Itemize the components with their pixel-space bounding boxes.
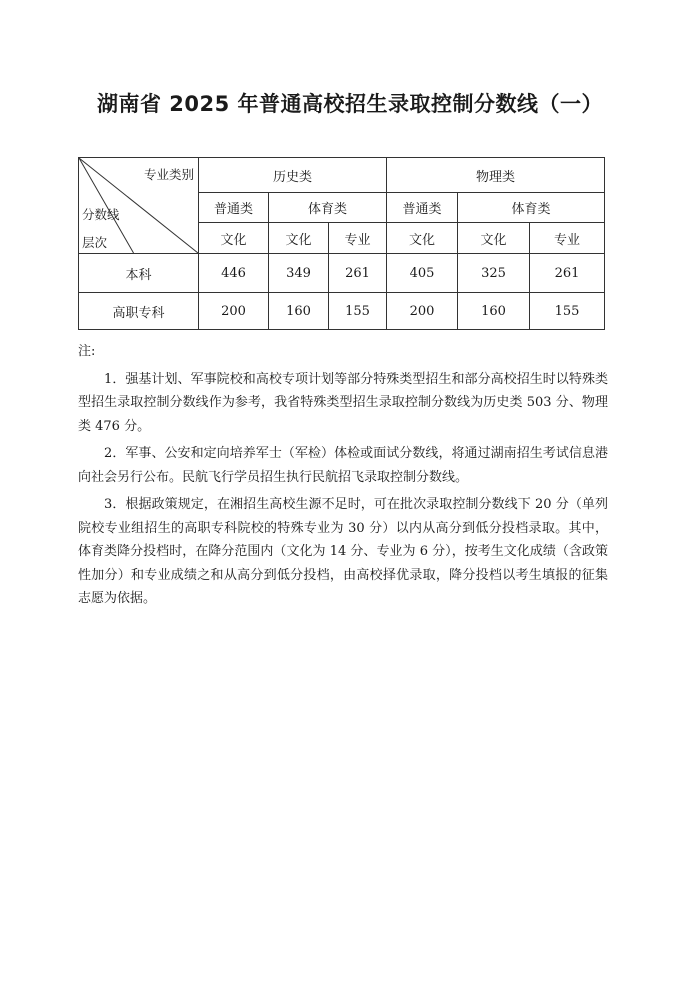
row-level-label: 本科 bbox=[79, 254, 199, 293]
table-cell: 349 bbox=[269, 254, 329, 293]
header-subject: 文化 bbox=[269, 223, 329, 254]
header-subgroup: 体育类 bbox=[269, 193, 387, 223]
table-cell: 405 bbox=[387, 254, 458, 293]
corner-label-level: 层次 bbox=[82, 235, 108, 250]
header-subject: 专业 bbox=[329, 223, 387, 254]
header-subject: 专业 bbox=[530, 223, 605, 254]
table-cell: 160 bbox=[458, 293, 530, 330]
table-header-row-categories bbox=[79, 158, 605, 193]
table-corner-cell bbox=[79, 158, 199, 254]
row-level-label: 高职专科 bbox=[79, 293, 199, 330]
header-category-physics: 物理类 bbox=[387, 158, 605, 193]
table-cell: 261 bbox=[530, 254, 605, 293]
table-cell: 261 bbox=[329, 254, 387, 293]
table-cell: 155 bbox=[530, 293, 605, 330]
table-cell: 446 bbox=[199, 254, 269, 293]
note-item-3: 3．根据政策规定，在湘招生高校生源不足时，可在批次录取控制分数线下 20 分（单列院校专业组招生的高职专科院校的特殊专业为 30 分）以内从高分到低分投档录取。其中，体育类降分投档时，在降分范围内（文化为 14 分、专业为 6 分），按考生文化成绩（含政策性加分）和专业成绩之和从高分到低分投档，由高校择优录取，降分投档以考生填报的征集志愿为依据。 bbox=[78, 497, 608, 606]
table-row bbox=[79, 254, 605, 293]
score-table bbox=[78, 157, 605, 330]
table-cell: 200 bbox=[387, 293, 458, 330]
table-cell: 325 bbox=[458, 254, 530, 293]
header-category-history: 历史类 bbox=[199, 158, 387, 193]
notes-section bbox=[78, 340, 608, 615]
table-row bbox=[79, 293, 605, 330]
header-subject: 文化 bbox=[199, 223, 269, 254]
note-item-1: 1．强基计划、军事院校和高校专项计划等部分特殊类型招生和部分高校招生时以特殊类型招生录取控制分数线作为参考，我省特殊类型招生录取控制分数线为历史类 503 分、物理类 476 分。 bbox=[78, 371, 608, 434]
header-subgroup: 普通类 bbox=[199, 193, 269, 223]
header-subject: 文化 bbox=[387, 223, 458, 254]
note-item-2: 2．军事、公安和定向培养军士（军检）体检或面试分数线，将通过湖南招生考试信息港向社会另行公布。民航飞行学员招生执行民航招飞录取控制分数线。 bbox=[78, 446, 608, 485]
header-subgroup: 普通类 bbox=[387, 193, 458, 223]
corner-label-score: 分数线 bbox=[82, 207, 120, 222]
header-subject: 文化 bbox=[458, 223, 530, 254]
table-cell: 155 bbox=[329, 293, 387, 330]
document-title: 湖南省 2025 年普通高校招生录取控制分数线（一） bbox=[96, 92, 604, 116]
header-subgroup: 体育类 bbox=[458, 193, 605, 223]
table-cell: 200 bbox=[199, 293, 269, 330]
table-cell: 160 bbox=[269, 293, 329, 330]
corner-label-category: 专业类别 bbox=[143, 167, 194, 182]
notes-label: 注: bbox=[78, 344, 96, 359]
